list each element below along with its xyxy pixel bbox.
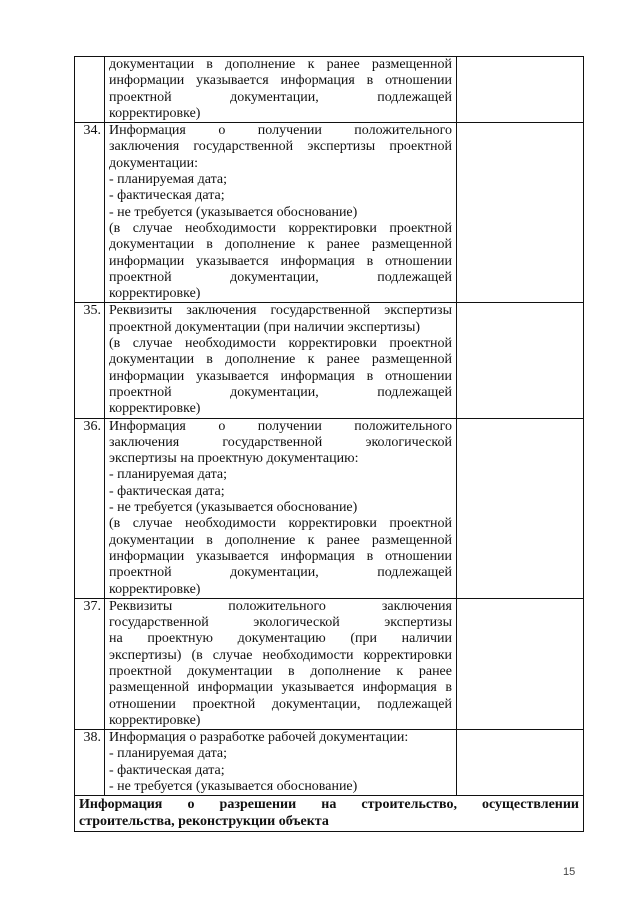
table-row xyxy=(75,730,583,796)
text-line: документации в дополнение к ранее размещенной xyxy=(109,57,452,72)
value-cell xyxy=(457,599,583,729)
text-line: документации в дополнение к ранее размещенной xyxy=(109,352,452,368)
row-text xyxy=(105,730,457,795)
text-line: (в случае необходимости корректировки проектной xyxy=(109,516,452,532)
text-line: государственной экологической экспертизы xyxy=(109,615,452,631)
row-number xyxy=(75,57,105,122)
value-cell xyxy=(457,730,583,795)
text-line: документации: xyxy=(109,155,198,171)
text-line: заключения государственной экспертизы проектной xyxy=(109,139,452,155)
row-number: 34. xyxy=(75,123,105,302)
text-line: - фактическая дата; xyxy=(109,762,225,778)
value-cell xyxy=(457,57,583,122)
text-line: информации указывается информация в отношении xyxy=(109,73,452,89)
text-line: - не требуется (указывается обоснование) xyxy=(109,779,358,795)
text-line: - не требуется (указывается обоснование) xyxy=(109,500,358,516)
text-line: экспертизы) (в случае необходимости корректировки xyxy=(109,647,452,663)
text-line: - фактическая дата; xyxy=(109,188,225,204)
row-number: 37. xyxy=(75,599,105,729)
table-row xyxy=(75,303,583,418)
text-line: корректировке) xyxy=(109,286,201,302)
text-line: - планируемая дата; xyxy=(109,172,227,188)
text-line: Реквизиты положительного заключения xyxy=(109,598,452,614)
text-line: корректировке) xyxy=(109,581,201,597)
section-header xyxy=(75,796,583,832)
text-line: корректировке) xyxy=(109,712,201,728)
text-line: информации указывается информация в отношении xyxy=(109,253,452,269)
section-header-line: строительства, реконструкции объекта xyxy=(79,813,329,829)
row-number: 36. xyxy=(75,419,105,598)
value-cell xyxy=(457,419,583,598)
text-line: Реквизиты заключения государственной экспертизы xyxy=(109,303,452,319)
row-text xyxy=(105,303,457,417)
text-line: информации указывается информация в отношении xyxy=(109,548,452,564)
text-line: (в случае необходимости корректировки проектной xyxy=(109,220,452,236)
value-cell xyxy=(457,123,583,302)
text-line: проектной документации (при наличии экспертизы) xyxy=(109,319,421,335)
text-line: проектной документации в дополнение к ранее xyxy=(109,663,452,679)
requirements-table xyxy=(74,56,584,832)
row-text xyxy=(105,123,457,302)
text-line: на проектную документацию (при наличии xyxy=(109,631,452,647)
table-row xyxy=(75,599,583,730)
text-line: Информация о разработке рабочей документации: xyxy=(109,730,409,746)
row-number: 38. xyxy=(75,730,105,795)
text-line: корректировке) xyxy=(109,105,201,121)
text-line: корректировке) xyxy=(109,401,201,417)
text-line: - планируемая дата; xyxy=(109,746,227,762)
value-cell xyxy=(457,303,583,417)
text-line: документации в дополнение к ранее размещенной xyxy=(109,237,452,253)
text-line: заключения государственной экологической xyxy=(109,434,452,450)
row-text xyxy=(105,57,457,122)
text-line: отношении проектной документации, подлежащей xyxy=(109,696,452,712)
table-row xyxy=(75,57,583,123)
text-line: Информация о получении положительного xyxy=(109,418,452,434)
text-line: экспертизы на проектную документацию: xyxy=(109,451,359,467)
row-text xyxy=(105,419,457,598)
text-line: - не требуется (указывается обоснование) xyxy=(109,204,358,220)
row-text xyxy=(105,599,457,729)
text-line: размещенной информации указывается информация в xyxy=(109,680,452,696)
text-line: (в случае необходимости корректировки проектной xyxy=(109,336,452,352)
text-line: проектной документации, подлежащей xyxy=(109,565,452,581)
text-line: - планируемая дата; xyxy=(109,467,227,483)
section-header-line: Информация о разрешении на строительство, осуществлении xyxy=(79,797,579,813)
row-number: 35. xyxy=(75,303,105,417)
text-line: проектной документации, подлежащей xyxy=(109,89,452,105)
text-line: проектной документации, подлежащей xyxy=(109,269,452,285)
text-line: проектной документации, подлежащей xyxy=(109,384,452,400)
table-row xyxy=(75,419,583,599)
text-line: документации в дополнение к ранее размещенной xyxy=(109,532,452,548)
text-line: Информация о получении положительного xyxy=(109,123,452,139)
page-number: 15 xyxy=(563,866,576,878)
text-line: информации указывается информация в отношении xyxy=(109,368,452,384)
table-row xyxy=(75,123,583,303)
text-line: - фактическая дата; xyxy=(109,483,225,499)
